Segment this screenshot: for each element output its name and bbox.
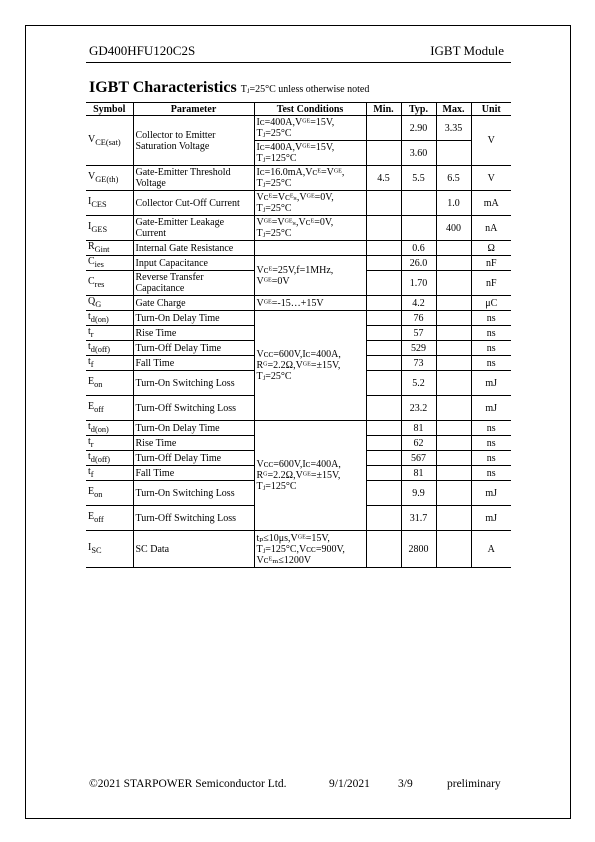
footer-status: preliminary xyxy=(447,778,501,790)
parameter-cell: Gate-Emitter Leakage Current xyxy=(133,216,254,241)
footer-copyright: ©2021 STARPOWER Semiconductor Ltd. xyxy=(89,778,287,790)
unit-cell: mJ xyxy=(471,371,511,396)
column-header: Test Conditions xyxy=(254,103,366,116)
symbol-cell: $Q_G$ xyxy=(86,296,133,311)
typ-cell: 2.90 xyxy=(401,116,436,141)
parameter-cell: Rise Time xyxy=(133,436,254,451)
typ-cell: 73 xyxy=(401,356,436,371)
column-header: Parameter xyxy=(133,103,254,116)
min-cell xyxy=(366,436,401,451)
footer-page: 3/9 xyxy=(398,778,413,790)
parameter-cell: Turn-Off Switching Loss xyxy=(133,506,254,531)
max-cell xyxy=(436,241,471,256)
min-cell xyxy=(366,531,401,568)
parameter-cell: Turn-On Switching Loss xyxy=(133,481,254,506)
column-header: Max. xyxy=(436,103,471,116)
symbol-cell: $E_{on}$ xyxy=(86,371,133,396)
module-type: IGBT Module xyxy=(430,43,504,58)
unit-cell: mJ xyxy=(471,396,511,421)
condition-cell: Iᴄ=16.0mA,Vᴄᴱ=Vᴳᴱ, Tⱼ=25°C xyxy=(254,166,366,191)
parameter-cell: Fall Time xyxy=(133,466,254,481)
symbol-cell: $t_r$ xyxy=(86,326,133,341)
max-cell: 1.0 xyxy=(436,191,471,216)
min-cell xyxy=(366,141,401,166)
part-number: GD400HFU120C2S xyxy=(89,43,196,58)
table-row xyxy=(86,296,511,311)
unit-cell: ns xyxy=(471,341,511,356)
unit-cell: nF xyxy=(471,271,511,296)
table-row xyxy=(86,256,511,271)
symbol-cell: $t_f$ xyxy=(86,466,133,481)
unit-cell: nF xyxy=(471,256,511,271)
min-cell xyxy=(366,241,401,256)
unit-cell: ns xyxy=(471,421,511,436)
symbol-cell: $V_{CE(sat)}$ xyxy=(86,116,133,166)
unit-cell: mJ xyxy=(471,481,511,506)
table-row xyxy=(86,191,511,216)
table-row xyxy=(86,531,511,568)
typ-cell: 2800 xyxy=(401,531,436,568)
symbol-cell: $t_{d(on)}$ xyxy=(86,311,133,326)
max-cell xyxy=(436,271,471,296)
symbol-cell: $I_{SC}$ xyxy=(86,531,133,568)
symbol-cell: $E_{on}$ xyxy=(86,481,133,506)
typ-cell: 1.70 xyxy=(401,271,436,296)
condition-cell: Vᴄᴱ=Vᴄᴱₛ,Vᴳᴱ=0V, Tⱼ=25°C xyxy=(254,191,366,216)
section-subtitle: Tⱼ=25°C unless otherwise noted xyxy=(240,84,370,95)
parameter-cell: Collector Cut-Off Current xyxy=(133,191,254,216)
header-divider xyxy=(86,62,511,63)
symbol-cell: $t_{d(off)}$ xyxy=(86,341,133,356)
symbol-cell: $I_{CES}$ xyxy=(86,191,133,216)
column-header: Min. xyxy=(366,103,401,116)
table-header-row xyxy=(86,103,511,116)
unit-cell: mA xyxy=(471,191,511,216)
symbol-cell: $C_{ies}$ xyxy=(86,256,133,271)
min-cell xyxy=(366,371,401,396)
max-cell xyxy=(436,396,471,421)
typ-cell: 3.60 xyxy=(401,141,436,166)
symbol-cell: $t_{d(on)}$ xyxy=(86,421,133,436)
typ-cell: 9.9 xyxy=(401,481,436,506)
unit-cell: ns xyxy=(471,466,511,481)
unit-cell: ns xyxy=(471,436,511,451)
unit-cell: V xyxy=(471,166,511,191)
column-header: Symbol xyxy=(86,103,133,116)
symbol-cell: $R_{Gint}$ xyxy=(86,241,133,256)
min-cell xyxy=(366,396,401,421)
typ-cell: 76 xyxy=(401,311,436,326)
parameter-cell: Collector to Emitter Saturation Voltage xyxy=(133,116,254,166)
max-cell xyxy=(436,256,471,271)
igbt-characteristics-table xyxy=(86,102,511,568)
condition-cell xyxy=(254,241,366,256)
typ-cell: 5.2 xyxy=(401,371,436,396)
condition-cell: Vᴳᴱ=-15…+15V xyxy=(254,296,366,311)
max-cell xyxy=(436,531,471,568)
min-cell xyxy=(366,466,401,481)
parameter-cell: Input Capacitance xyxy=(133,256,254,271)
typ-cell: 31.7 xyxy=(401,506,436,531)
condition-cell: Iᴄ=400A,Vᴳᴱ=15V, Tⱼ=25°C xyxy=(254,116,366,141)
parameter-cell: Turn-Off Switching Loss xyxy=(133,396,254,421)
typ-cell xyxy=(401,191,436,216)
typ-cell: 81 xyxy=(401,421,436,436)
max-cell: 3.35 xyxy=(436,116,471,141)
max-cell xyxy=(436,506,471,531)
condition-cell: Vᴄᴱ=25V,f=1MHz, Vᴳᴱ=0V xyxy=(254,256,366,296)
condition-cell: Iᴄ=400A,Vᴳᴱ=15V, Tⱼ=125°C xyxy=(254,141,366,166)
parameter-cell: Fall Time xyxy=(133,356,254,371)
table-row xyxy=(86,311,511,326)
min-cell xyxy=(366,216,401,241)
unit-cell: Ω xyxy=(471,241,511,256)
condition-cell: Vᴳᴱ=Vᴳᴱₛ,Vᴄᴱ=0V, Tⱼ=25°C xyxy=(254,216,366,241)
min-cell xyxy=(366,421,401,436)
symbol-cell: $E_{off}$ xyxy=(86,506,133,531)
symbol-cell: $E_{off}$ xyxy=(86,396,133,421)
max-cell xyxy=(436,466,471,481)
min-cell xyxy=(366,116,401,141)
typ-cell: 567 xyxy=(401,451,436,466)
max-cell xyxy=(436,141,471,166)
min-cell xyxy=(366,481,401,506)
typ-cell: 62 xyxy=(401,436,436,451)
column-header: Typ. xyxy=(401,103,436,116)
min-cell xyxy=(366,311,401,326)
typ-cell: 23.2 xyxy=(401,396,436,421)
min-cell xyxy=(366,296,401,311)
parameter-cell: SC Data xyxy=(133,531,254,568)
max-cell xyxy=(436,356,471,371)
min-cell xyxy=(366,356,401,371)
min-cell xyxy=(366,326,401,341)
max-cell xyxy=(436,451,471,466)
unit-cell: A xyxy=(471,531,511,568)
max-cell: 400 xyxy=(436,216,471,241)
typ-cell: 529 xyxy=(401,341,436,356)
parameter-cell: Gate Charge xyxy=(133,296,254,311)
symbol-cell: $t_f$ xyxy=(86,356,133,371)
unit-cell: ns xyxy=(471,326,511,341)
max-cell xyxy=(436,481,471,506)
unit-cell: ns xyxy=(471,451,511,466)
footer-date: 9/1/2021 xyxy=(329,778,370,790)
typ-cell: 5.5 xyxy=(401,166,436,191)
unit-cell: mJ xyxy=(471,506,511,531)
parameter-cell: Internal Gate Resistance xyxy=(133,241,254,256)
max-cell xyxy=(436,296,471,311)
symbol-cell: $t_r$ xyxy=(86,436,133,451)
parameter-cell: Turn-On Switching Loss xyxy=(133,371,254,396)
min-cell: 4.5 xyxy=(366,166,401,191)
unit-cell: ns xyxy=(471,311,511,326)
min-cell xyxy=(366,256,401,271)
unit-cell: μC xyxy=(471,296,511,311)
condition-cell: Vᴄᴄ=600V,Iᴄ=400A, Rᴳ=2.2Ω,Vᴳᴱ=±15V, Tⱼ=25°C xyxy=(254,311,366,421)
min-cell xyxy=(366,341,401,356)
max-cell xyxy=(436,326,471,341)
max-cell xyxy=(436,341,471,356)
parameter-cell: Turn-On Delay Time xyxy=(133,421,254,436)
section-heading: IGBT Characteristics xyxy=(89,79,237,96)
unit-cell: ns xyxy=(471,356,511,371)
min-cell xyxy=(366,451,401,466)
min-cell xyxy=(366,506,401,531)
section-title xyxy=(89,79,369,97)
typ-cell: 57 xyxy=(401,326,436,341)
table-row xyxy=(86,241,511,256)
typ-cell: 81 xyxy=(401,466,436,481)
table-row xyxy=(86,216,511,241)
parameter-cell: Gate-Emitter Threshold Voltage xyxy=(133,166,254,191)
min-cell xyxy=(366,191,401,216)
parameter-cell: Turn-On Delay Time xyxy=(133,311,254,326)
max-cell: 6.5 xyxy=(436,166,471,191)
column-header: Unit xyxy=(471,103,511,116)
max-cell xyxy=(436,371,471,396)
parameter-cell: Turn-Off Delay Time xyxy=(133,341,254,356)
typ-cell xyxy=(401,216,436,241)
max-cell xyxy=(436,311,471,326)
unit-cell: nA xyxy=(471,216,511,241)
unit-cell: V xyxy=(471,116,511,166)
parameter-cell: Reverse Transfer Capacitance xyxy=(133,271,254,296)
max-cell xyxy=(436,421,471,436)
typ-cell: 26.0 xyxy=(401,256,436,271)
table-row xyxy=(86,166,511,191)
typ-cell: 0.6 xyxy=(401,241,436,256)
condition-cell: tₚ≤10μs,Vᴳᴱ=15V, Tⱼ=125°C,Vᴄᴄ=900V, Vᴄᴱₘ≤1200V xyxy=(254,531,366,568)
symbol-cell: $t_{d(off)}$ xyxy=(86,451,133,466)
symbol-cell: $I_{GES}$ xyxy=(86,216,133,241)
condition-cell: Vᴄᴄ=600V,Iᴄ=400A, Rᴳ=2.2Ω,Vᴳᴱ=±15V, Tⱼ=125°C xyxy=(254,421,366,531)
parameter-cell: Turn-Off Delay Time xyxy=(133,451,254,466)
table-row xyxy=(86,421,511,436)
symbol-cell: $C_{res}$ xyxy=(86,271,133,296)
typ-cell: 4.2 xyxy=(401,296,436,311)
max-cell xyxy=(436,436,471,451)
min-cell xyxy=(366,271,401,296)
table-row xyxy=(86,116,511,141)
parameter-cell: Rise Time xyxy=(133,326,254,341)
symbol-cell: $V_{GE(th)}$ xyxy=(86,166,133,191)
